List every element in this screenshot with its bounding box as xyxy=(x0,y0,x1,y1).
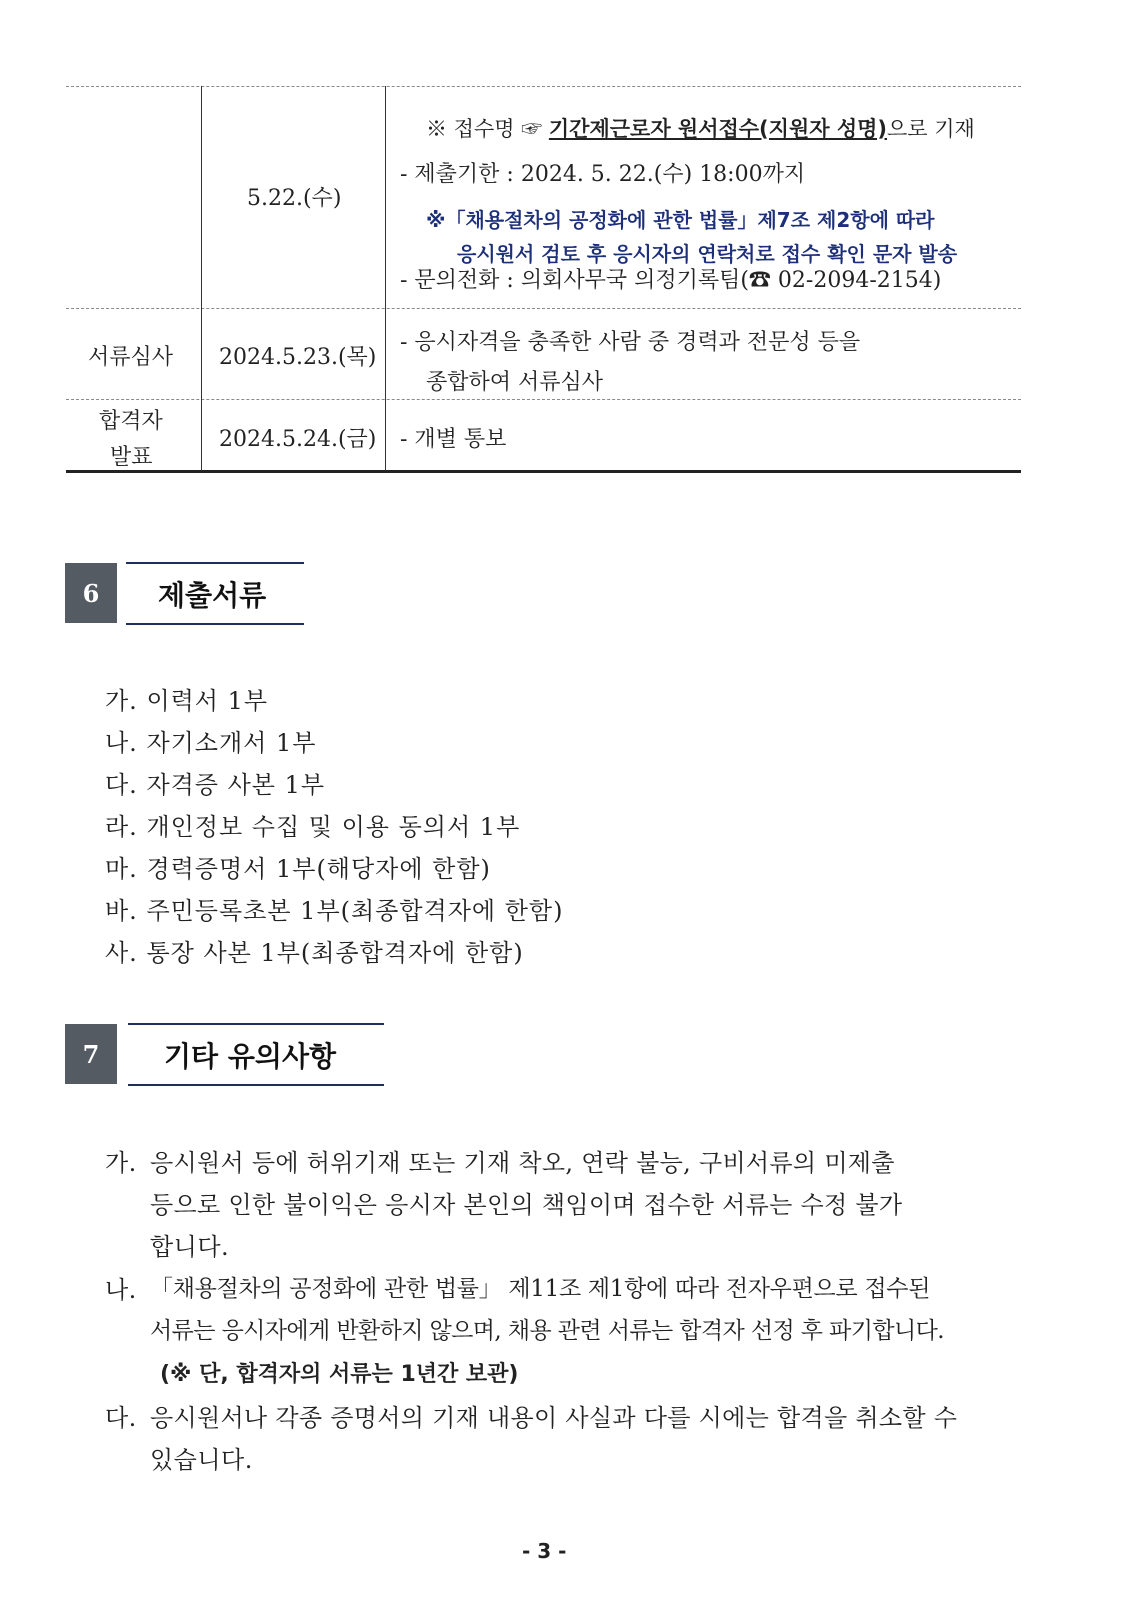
receipt-name-value: 기간제근로자 원서접수(지원자 성명) xyxy=(548,117,887,141)
row3-stage-line1: 합격자 xyxy=(99,409,163,434)
list-item: 나. 자기소개서 1부 xyxy=(105,729,317,757)
receipt-name-suffix: 으로 기재 xyxy=(887,117,975,141)
page-number: - 3 - xyxy=(522,1539,567,1563)
table-bottom-border xyxy=(66,470,1021,473)
notice-item-line: 응시원서 등에 허위기재 또는 기재 착오, 연락 불능, 구비서류의 미제출 xyxy=(150,1149,895,1177)
row2-detail-line1: - 응시자격을 충족한 사람 중 경력과 전문성 등을 xyxy=(400,330,861,355)
row1-deadline: - 제출기한 : 2024. 5. 22.(수) 18:00까지 xyxy=(400,162,806,187)
list-item: 마. 경력증명서 1부(해당자에 한함) xyxy=(105,855,491,883)
table-top-border xyxy=(66,86,1021,87)
section6-number-badge: 6 xyxy=(65,563,117,623)
section6-title: 제출서류 xyxy=(158,579,267,612)
table-row-divider xyxy=(66,308,1021,309)
list-item: 사. 통장 사본 1부(최종합격자에 한함) xyxy=(105,939,524,967)
retention-note: (※ 단, 합격자의 서류는 1년간 보관) xyxy=(160,1362,519,1387)
table-column-divider xyxy=(201,86,202,471)
section7-title-bottom-rule xyxy=(128,1084,384,1086)
notice-item-marker: 가. xyxy=(105,1149,137,1177)
notice-item-line: 있습니다. xyxy=(150,1446,253,1474)
row2-detail-line2: 종합하여 서류심사 xyxy=(426,370,604,395)
notice-item-line: 등으로 인한 불이익은 응시자 본인의 책임이며 접수한 서류는 수정 불가 xyxy=(150,1191,903,1219)
row3-stage-line2: 발표 xyxy=(110,445,153,470)
table-column-divider xyxy=(385,86,386,471)
list-item: 다. 자격증 사본 1부 xyxy=(105,771,326,799)
notice-item-line: 응시원서나 각종 증명서의 기재 내용이 사실과 다를 시에는 합격을 취소할 수 xyxy=(150,1404,958,1432)
section6-title-bottom-rule xyxy=(126,623,304,625)
row1-date: 5.22.(수) xyxy=(247,186,342,211)
row2-stage: 서류심사 xyxy=(88,345,174,370)
section6-title-top-rule xyxy=(126,562,304,564)
table-row-divider xyxy=(66,399,1021,400)
row3-date: 2024.5.24.(금) xyxy=(219,427,377,452)
row1-inquiry: - 문의전화 : 의회사무국 의정기록팀(☎ 02-2094-2154) xyxy=(400,268,942,293)
notice-item-line: 서류는 응시자에게 반환하지 않으며, 채용 관련 서류는 합격자 선정 후 파기합니다. xyxy=(150,1318,944,1344)
list-item: 라. 개인정보 수집 및 이용 동의서 1부 xyxy=(105,813,521,841)
row2-date: 2024.5.23.(목) xyxy=(219,345,377,370)
list-item: 바. 주민등록초본 1부(최종합격자에 한함) xyxy=(105,897,564,925)
notice-item-marker: 나. xyxy=(105,1276,137,1304)
section7-title: 기타 유의사항 xyxy=(164,1040,337,1073)
section7-number-badge: 7 xyxy=(65,1024,117,1084)
notice-item-line: 「채용절차의 공정화에 관한 법률」 제11조 제1항에 따라 전자우편으로 접수된 xyxy=(150,1276,931,1302)
row1-receipt-name xyxy=(426,113,975,143)
receipt-name-prefix: ※ 접수명 ☞ xyxy=(426,117,549,141)
row1-notice-line1: ※「채용절차의 공정화에 관한 법률」제7조 제2항에 따라 xyxy=(426,208,935,232)
row1-notice-line2: 응시원서 검토 후 응시자의 연락처로 접수 확인 문자 발송 xyxy=(457,242,958,266)
notice-item-line: 합니다. xyxy=(150,1233,230,1261)
row3-detail-line1: - 개별 통보 xyxy=(400,427,507,452)
list-item: 가. 이력서 1부 xyxy=(105,687,269,715)
section7-title-top-rule xyxy=(128,1023,384,1025)
notice-item-marker: 다. xyxy=(105,1404,137,1432)
